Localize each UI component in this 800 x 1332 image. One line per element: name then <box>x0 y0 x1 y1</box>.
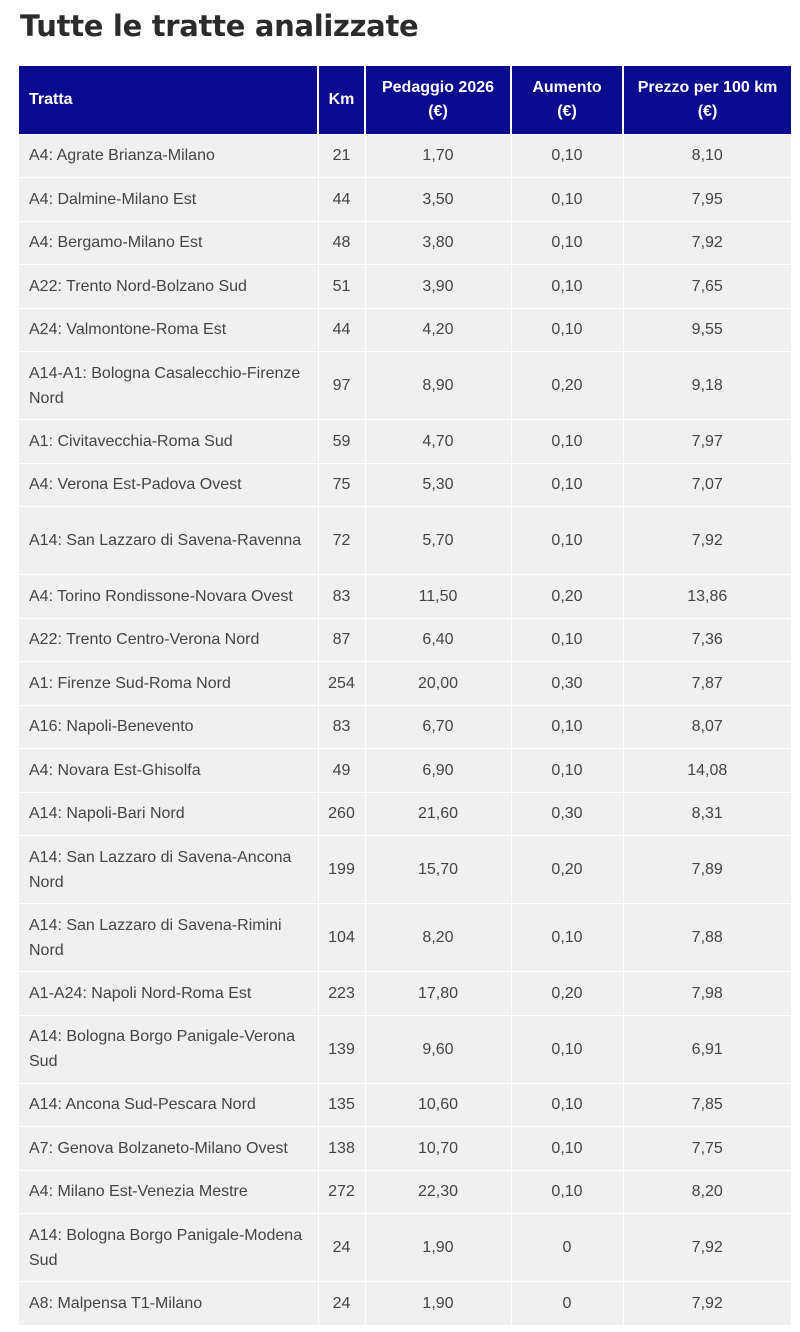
header-aumento-unit: (€) <box>557 102 577 120</box>
cell-tratta: A14: Napoli-Bari Nord <box>19 792 318 836</box>
cell-tratta: A14-A1: Bologna Casalecchio-Firenze Nord <box>19 352 318 420</box>
cell-tratta: A4: Verona Est-Padova Ovest <box>19 463 318 507</box>
table-row <box>19 1083 791 1127</box>
cell-pedaggio: 11,50 <box>365 575 511 619</box>
cell-km: 135 <box>318 1083 365 1127</box>
table-row <box>19 352 791 420</box>
cell-tratta: A14: San Lazzaro di Savena-Ravenna <box>19 507 318 575</box>
cell-aumento: 0,10 <box>511 1083 623 1127</box>
cell-aumento: 0,10 <box>511 1170 623 1214</box>
cell-prezzo: 7,85 <box>623 1083 791 1127</box>
cell-prezzo: 8,10 <box>623 134 791 178</box>
cell-prezzo: 7,89 <box>623 836 791 904</box>
cell-tratta: A24: Valmontone-Roma Est <box>19 308 318 352</box>
table-row <box>19 1127 791 1171</box>
cell-tratta: A1: Civitavecchia-Roma Sud <box>19 420 318 464</box>
header-pedaggio-title: Pedaggio 2026 <box>381 78 495 96</box>
header-pedaggio <box>365 66 511 134</box>
cell-prezzo: 9,55 <box>623 308 791 352</box>
header-prezzo <box>623 66 791 134</box>
cell-km: 223 <box>318 972 365 1016</box>
cell-km: 24 <box>318 1282 365 1326</box>
header-tratta: Tratta <box>19 66 318 134</box>
cell-tratta: A14: Ancona Sud-Pescara Nord <box>19 1083 318 1127</box>
cell-pedaggio: 5,30 <box>365 463 511 507</box>
table-body <box>19 134 791 1325</box>
table-row <box>19 265 791 309</box>
cell-pedaggio: 21,60 <box>365 792 511 836</box>
table-row <box>19 178 791 222</box>
cell-tratta: A14: Bologna Borgo Panigale-Modena Sud <box>19 1214 318 1282</box>
cell-prezzo: 7,97 <box>623 420 791 464</box>
cell-km: 97 <box>318 352 365 420</box>
cell-tratta: A22: Trento Nord-Bolzano Sud <box>19 265 318 309</box>
cell-km: 87 <box>318 618 365 662</box>
cell-pedaggio: 6,40 <box>365 618 511 662</box>
cell-tratta: A4: Bergamo-Milano Est <box>19 221 318 265</box>
cell-pedaggio: 9,60 <box>365 1015 511 1083</box>
cell-tratta: A8: Malpensa T1-Milano <box>19 1282 318 1326</box>
cell-aumento: 0,10 <box>511 904 623 972</box>
cell-tratta: A7: Genova Bolzaneto-Milano Ovest <box>19 1127 318 1171</box>
cell-tratta: A16: Napoli-Benevento <box>19 705 318 749</box>
cell-tratta: A4: Torino Rondissone-Novara Ovest <box>19 575 318 619</box>
cell-tratta: A4: Agrate Brianza-Milano <box>19 134 318 178</box>
cell-pedaggio: 8,90 <box>365 352 511 420</box>
cell-km: 51 <box>318 265 365 309</box>
cell-pedaggio: 5,70 <box>365 507 511 575</box>
cell-aumento: 0,10 <box>511 308 623 352</box>
table-row <box>19 836 791 904</box>
cell-aumento: 0,10 <box>511 420 623 464</box>
cell-prezzo: 7,75 <box>623 1127 791 1171</box>
cell-km: 75 <box>318 463 365 507</box>
cell-prezzo: 7,92 <box>623 507 791 575</box>
table-row <box>19 507 791 575</box>
table-header <box>19 66 791 134</box>
table-row <box>19 618 791 662</box>
cell-prezzo: 8,31 <box>623 792 791 836</box>
cell-prezzo: 13,86 <box>623 575 791 619</box>
table-row <box>19 221 791 265</box>
cell-aumento: 0,10 <box>511 178 623 222</box>
cell-aumento: 0 <box>511 1282 623 1326</box>
cell-tratta: A4: Dalmine-Milano Est <box>19 178 318 222</box>
cell-aumento: 0,10 <box>511 749 623 793</box>
table-row <box>19 575 791 619</box>
cell-km: 83 <box>318 575 365 619</box>
cell-aumento: 0,30 <box>511 662 623 706</box>
cell-km: 21 <box>318 134 365 178</box>
cell-prezzo: 7,92 <box>623 1282 791 1326</box>
cell-tratta: A14: San Lazzaro di Savena-Rimini Nord <box>19 904 318 972</box>
cell-aumento: 0 <box>511 1214 623 1282</box>
cell-km: 59 <box>318 420 365 464</box>
cell-aumento: 0,20 <box>511 972 623 1016</box>
cell-aumento: 0,10 <box>511 705 623 749</box>
cell-km: 44 <box>318 308 365 352</box>
cell-aumento: 0,20 <box>511 352 623 420</box>
header-aumento <box>511 66 623 134</box>
header-km: Km <box>318 66 365 134</box>
cell-tratta: A4: Milano Est-Venezia Mestre <box>19 1170 318 1214</box>
table-row <box>19 1170 791 1214</box>
header-aumento-title: Aumento <box>532 78 602 96</box>
cell-prezzo: 8,20 <box>623 1170 791 1214</box>
cell-km: 260 <box>318 792 365 836</box>
table-row <box>19 463 791 507</box>
cell-prezzo: 7,36 <box>623 618 791 662</box>
table-row <box>19 420 791 464</box>
cell-tratta: A1-A24: Napoli Nord-Roma Est <box>19 972 318 1016</box>
cell-km: 49 <box>318 749 365 793</box>
cell-tratta: A14: Bologna Borgo Panigale-Verona Sud <box>19 1015 318 1083</box>
cell-prezzo: 14,08 <box>623 749 791 793</box>
table-row <box>19 662 791 706</box>
cell-aumento: 0,10 <box>511 507 623 575</box>
cell-aumento: 0,30 <box>511 792 623 836</box>
header-prezzo-unit: (€) <box>697 102 718 120</box>
cell-prezzo: 7,87 <box>623 662 791 706</box>
cell-pedaggio: 22,30 <box>365 1170 511 1214</box>
cell-km: 24 <box>318 1214 365 1282</box>
table-row <box>19 792 791 836</box>
cell-prezzo: 7,65 <box>623 265 791 309</box>
cell-pedaggio: 10,70 <box>365 1127 511 1171</box>
cell-aumento: 0,10 <box>511 1127 623 1171</box>
cell-tratta: A4: Novara Est-Ghisolfa <box>19 749 318 793</box>
cell-km: 83 <box>318 705 365 749</box>
cell-aumento: 0,10 <box>511 618 623 662</box>
cell-prezzo: 7,95 <box>623 178 791 222</box>
cell-pedaggio: 1,90 <box>365 1214 511 1282</box>
cell-aumento: 0,20 <box>511 575 623 619</box>
table-row <box>19 134 791 178</box>
cell-km: 48 <box>318 221 365 265</box>
cell-prezzo: 7,07 <box>623 463 791 507</box>
cell-pedaggio: 3,90 <box>365 265 511 309</box>
cell-pedaggio: 10,60 <box>365 1083 511 1127</box>
header-prezzo-title: Prezzo per 100 km <box>637 78 778 96</box>
cell-km: 139 <box>318 1015 365 1083</box>
header-pedaggio-unit: (€) <box>428 102 448 120</box>
cell-pedaggio: 1,70 <box>365 134 511 178</box>
cell-pedaggio: 8,20 <box>365 904 511 972</box>
cell-prezzo: 7,98 <box>623 972 791 1016</box>
cell-km: 138 <box>318 1127 365 1171</box>
cell-km: 199 <box>318 836 365 904</box>
table-row <box>19 749 791 793</box>
table-row <box>19 972 791 1016</box>
page-title: Tutte le tratte analizzate <box>20 9 419 43</box>
cell-prezzo: 7,92 <box>623 1214 791 1282</box>
cell-prezzo: 7,92 <box>623 221 791 265</box>
cell-tratta: A1: Firenze Sud-Roma Nord <box>19 662 318 706</box>
toll-table <box>19 66 791 1325</box>
cell-pedaggio: 6,90 <box>365 749 511 793</box>
cell-aumento: 0,10 <box>511 463 623 507</box>
cell-pedaggio: 17,80 <box>365 972 511 1016</box>
table-row <box>19 1214 791 1282</box>
cell-prezzo: 9,18 <box>623 352 791 420</box>
table-row <box>19 308 791 352</box>
cell-pedaggio: 20,00 <box>365 662 511 706</box>
table-row <box>19 1015 791 1083</box>
cell-pedaggio: 3,50 <box>365 178 511 222</box>
cell-aumento: 0,20 <box>511 836 623 904</box>
cell-prezzo: 7,88 <box>623 904 791 972</box>
cell-pedaggio: 4,20 <box>365 308 511 352</box>
table-row <box>19 1282 791 1326</box>
table-row <box>19 705 791 749</box>
cell-km: 254 <box>318 662 365 706</box>
cell-km: 272 <box>318 1170 365 1214</box>
cell-pedaggio: 3,80 <box>365 221 511 265</box>
table-row <box>19 904 791 972</box>
cell-aumento: 0,10 <box>511 221 623 265</box>
cell-aumento: 0,10 <box>511 265 623 309</box>
cell-km: 104 <box>318 904 365 972</box>
header-row <box>19 66 791 134</box>
cell-tratta: A22: Trento Centro-Verona Nord <box>19 618 318 662</box>
cell-prezzo: 6,91 <box>623 1015 791 1083</box>
cell-km: 72 <box>318 507 365 575</box>
cell-tratta: A14: San Lazzaro di Savena-Ancona Nord <box>19 836 318 904</box>
cell-aumento: 0,10 <box>511 134 623 178</box>
cell-pedaggio: 1,90 <box>365 1282 511 1326</box>
cell-prezzo: 8,07 <box>623 705 791 749</box>
cell-km: 44 <box>318 178 365 222</box>
cell-pedaggio: 6,70 <box>365 705 511 749</box>
cell-pedaggio: 15,70 <box>365 836 511 904</box>
cell-pedaggio: 4,70 <box>365 420 511 464</box>
cell-aumento: 0,10 <box>511 1015 623 1083</box>
